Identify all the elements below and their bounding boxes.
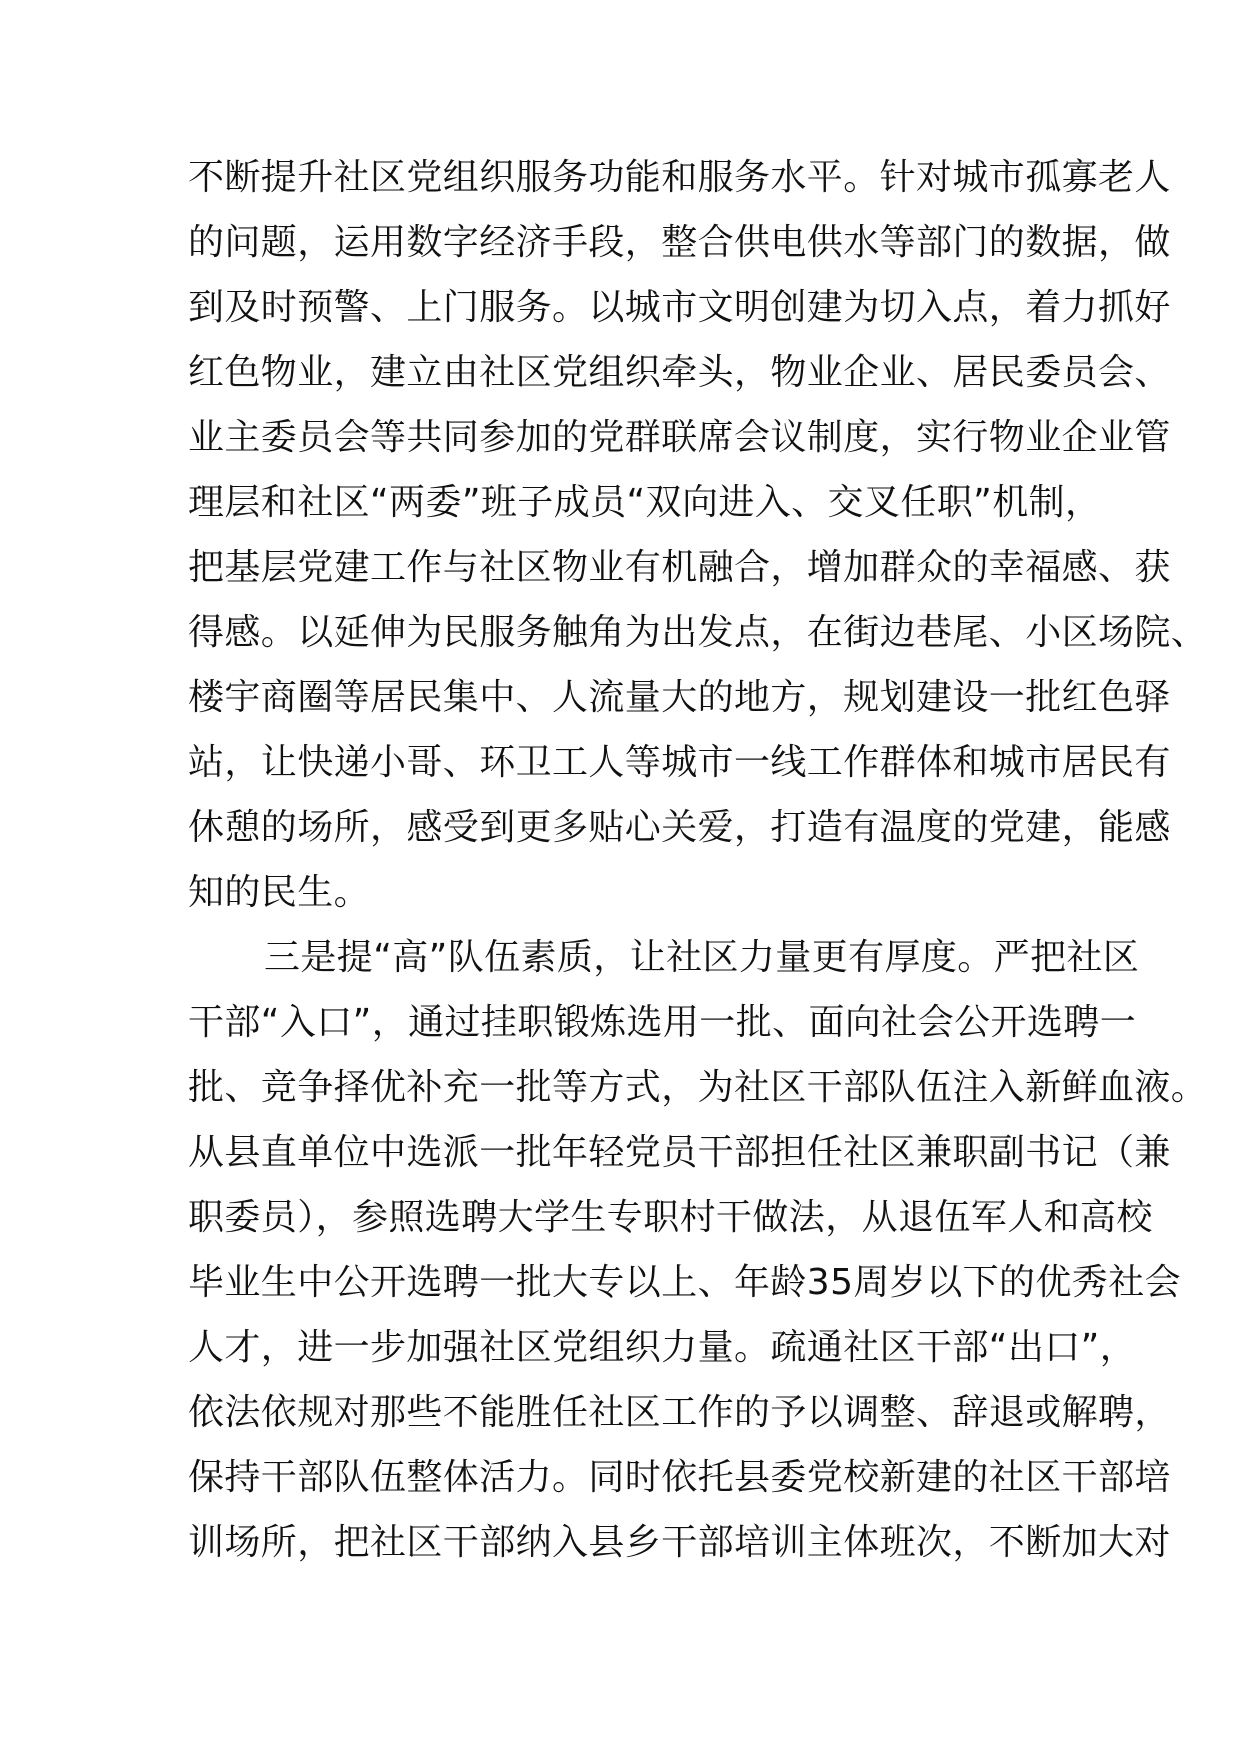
text-line: 批、竞争择优补充一批等方式，为社区干部队伍注入新鲜血液。 xyxy=(188,1067,1208,1108)
text-line: 休憩的场所，感受到更多贴心关爱，打造有温度的党建，能感 xyxy=(188,807,1171,848)
text-line: 从县直单位中选派一批年轻党员干部担任社区兼职副书记（兼 xyxy=(188,1132,1171,1173)
text-line: 红色物业，建立由社区党组织牵头，物业企业、居民委员会、 xyxy=(188,352,1171,393)
text-line: 训场所，把社区干部纳入县乡干部培训主体班次，不断加大对 xyxy=(188,1522,1171,1563)
text-line: 把基层党建工作与社区物业有机融合，增加群众的幸福感、获 xyxy=(188,547,1171,588)
text-line: 不断提升社区党组织服务功能和服务水平。针对城市孤寡老人 xyxy=(188,157,1171,198)
text-line: 毕业生中公开选聘一批大专以上、年龄35周岁以下的优秀社会 xyxy=(188,1262,1182,1303)
text-line: 依法依规对那些不能胜任社区工作的予以调整、辞退或解聘， xyxy=(188,1392,1171,1433)
text-line: 到及时预警、上门服务。以城市文明创建为切入点，着力抓好 xyxy=(188,287,1171,328)
text-line: 理层和社区“两委”班子成员“双向进入、交叉任职”机制， xyxy=(188,482,1102,523)
text-line: 人才，进一步加强社区党组织力量。疏通社区干部“出口”， xyxy=(188,1327,1137,1368)
text-line: 知的民生。 xyxy=(188,872,371,913)
text-line: 的问题，运用数字经济手段，整合供电供水等部门的数据，做 xyxy=(188,222,1171,263)
paragraph-start-line: 三是提“高”队伍素质，让社区力量更有厚度。严把社区 xyxy=(264,937,1140,978)
text-line: 得感。以延伸为民服务触角为出发点，在街边巷尾、小区场院、 xyxy=(188,612,1208,653)
text-line: 业主委员会等共同参加的党群联席会议制度，实行物业企业管 xyxy=(188,417,1171,458)
text-line: 干部“入口”，通过挂职锻炼选用一批、面向社会公开选聘一 xyxy=(188,1002,1137,1043)
text-line: 站，让快递小哥、环卫工人等城市一线工作群体和城市居民有 xyxy=(188,742,1171,783)
text-line: 保持干部队伍整体活力。同时依托县委党校新建的社区干部培 xyxy=(188,1457,1171,1498)
text-line: 职委员），参照选聘大学生专职村干做法，从退伍军人和高校 xyxy=(188,1197,1153,1238)
text-line: 楼宇商圈等居民集中、人流量大的地方，规划建设一批红色驿 xyxy=(188,677,1171,718)
